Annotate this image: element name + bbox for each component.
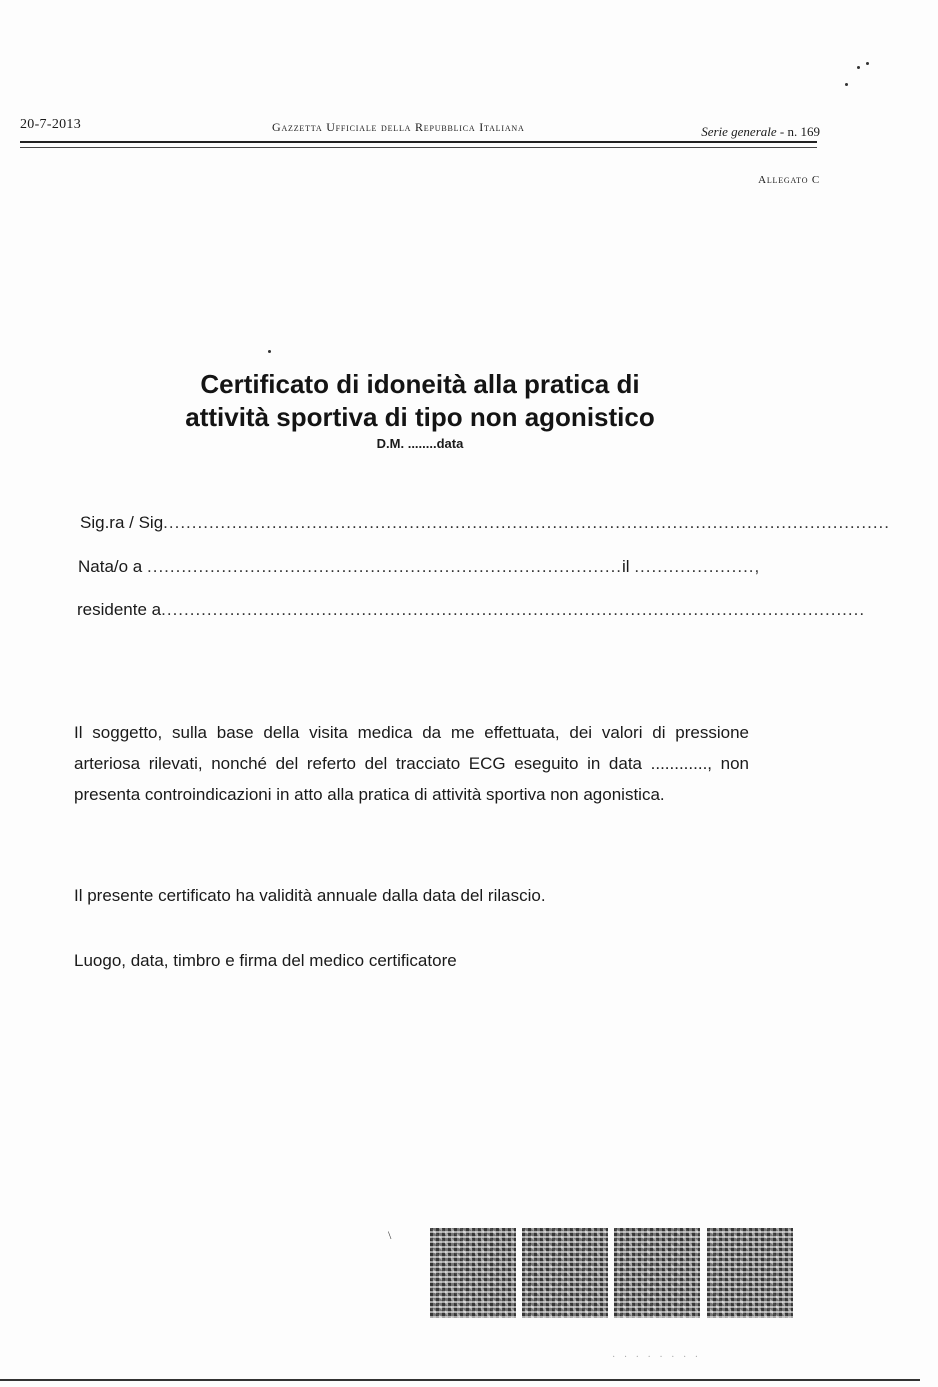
scan-speck: [866, 62, 869, 65]
res-fill-line: ...........................................................................................................................: [161, 600, 866, 619]
sig-fill-line: ...............................................................................................................................: [163, 513, 890, 532]
stamp-mark: \: [388, 1228, 392, 1242]
barcode-block: [522, 1228, 608, 1318]
scan-speck: [857, 66, 860, 69]
page-edge-line: [0, 1379, 920, 1381]
scan-speck: [845, 83, 848, 86]
field-sig: [80, 513, 890, 533]
serie-number: - n. 169: [779, 124, 820, 139]
certificate-title-line-2: attività sportiva di tipo non agonistico: [185, 402, 655, 432]
certificate-title-line-1: Certificato di idoneità alla pratica di: [200, 369, 640, 399]
field-residente: [77, 600, 866, 620]
scan-noise: · · · · · · · ·: [612, 1352, 702, 1363]
scan-speck: [268, 350, 271, 353]
certificate-title: [120, 368, 720, 434]
barcode-block: [707, 1228, 793, 1318]
serie-label: Serie generale: [701, 124, 777, 139]
signature-line: Luogo, data, timbro e firma del medico certificatore: [74, 951, 457, 970]
serie-info: [701, 124, 820, 140]
header-rule-top: [20, 141, 817, 143]
barcode-block: [614, 1228, 700, 1318]
sig-label: Sig.ra / Sig: [80, 513, 164, 532]
gazette-title: Gazzetta Ufficiale della Repubblica Italiana: [272, 120, 525, 134]
allegato-label: Allegato C: [758, 174, 820, 186]
field-nata: [78, 557, 761, 577]
il-fill-line: .....................,: [634, 557, 761, 576]
barcode-block: [430, 1228, 516, 1318]
validity-paragraph: Il presente certificato ha validità annuale dalla data del rilascio.: [74, 886, 546, 905]
nata-fill-line: ...................................................................................: [147, 557, 623, 576]
res-label: residente a: [77, 600, 162, 619]
dm-reference: D.M. ........data: [376, 436, 464, 451]
header-rule-bottom: [20, 147, 817, 148]
il-label: il: [622, 557, 630, 576]
declaration-paragraph: Il soggetto, sulla base della visita medica da me effettuata, dei valori di pressione arteriosa rilevati, nonché del referto del tracciato ECG eseguito in data ............, non presenta controindicazioni in atto alla pratica di attività sportiva non agonistica.: [74, 723, 749, 804]
header-date: 20-7-2013: [20, 117, 82, 132]
nata-label: Nata/o a: [78, 557, 143, 576]
